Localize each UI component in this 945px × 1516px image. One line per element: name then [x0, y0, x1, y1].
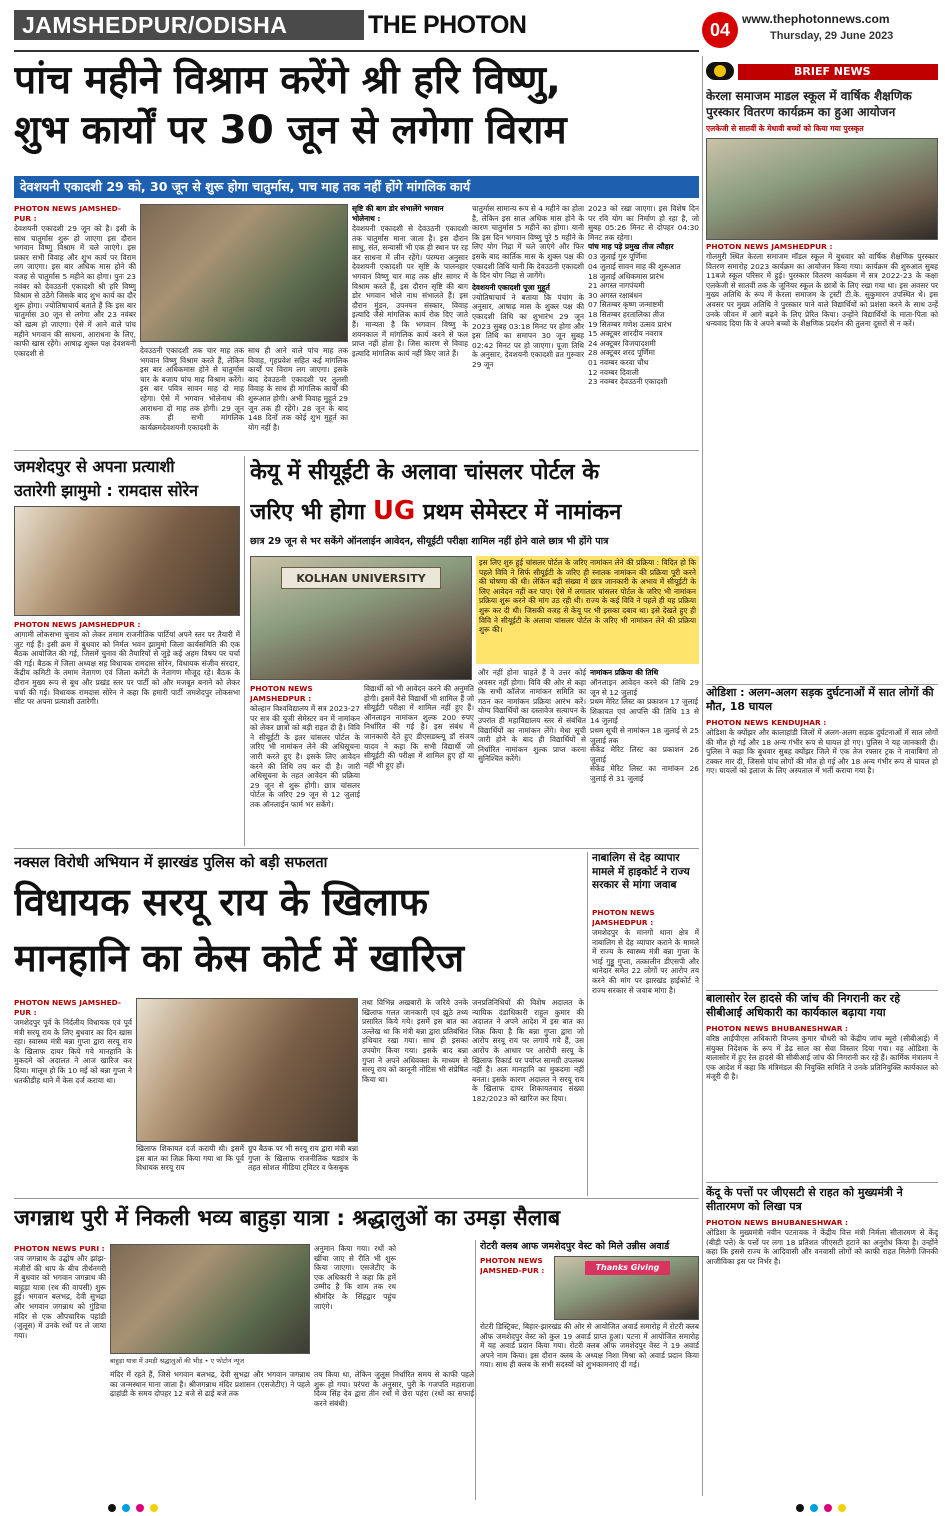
column-divider [587, 852, 588, 1196]
column-divider [475, 1240, 476, 1500]
brief-body-2: ओडिशा के क्योंझर और कालाहांडी जिलों में अलग-अलग सड़क दुर्घटनाओं में सात लोगों की मौत हो गई और 18 अन्य गंभीर रूप से घायल हो गए। पुलिस ने यह जानकारी दी। पुलिस ने कहा कि बुधवार सुबह क्योंझर जिले में एक तेज रफ्तार ट्रक ने नावाबिगां तो टक्कर मार दी, जिससे पांच लोगों की मौत हो गई और 18 अन्य गंभीर रूप से घायल हो गए। घायलों को इलाज के लिए अस्पताल में भर्ती कराया गया है। [706, 728, 938, 776]
puri-photo-caption: बाहुड़ा यात्रा में उमड़ी श्रद्धालुओं की भीड़ • ए फोटोन न्यूज [110, 1357, 245, 1365]
minor-story [592, 908, 699, 1194]
ug-highlight-text: इस लिए शुरु हुई चांसलर पोर्टल के जरिए नामांकन लेने की प्रक्रिया : विदित हो कि पहले विवि ने सिर्फ सीयूईटी के जरिए ही स्नातक नामांकन की प्रक्रिया पूरी करने की घोषणा की थी। लेकिन बड़ी संख्या में छात्र जानकारी के अभाव में सीयूईटी के लिए आवेदन नहीं कर पाए। ऐसे में लगातार चांसलर पोर्टल के जरिए भी नामांकन प्रक्रिया शुरू करने की मांग उठ रही थी। राज्य के कई विवि ने पहले ही यह प्रक्रिया शुरू कर दी थी। जिसकी वजह से केयू पर भी इसका दबाव था। इसे देखते हुए ही विवि ने सीयूईटी के अलावा चांसलर पोर्टल के जरिए भी नामांकन लेने की प्रक्रिया शुरू की। [479, 558, 696, 635]
saryu-col-2 [362, 998, 468, 1194]
minor-body: जमशेदपुर के मानगो थाना क्षेत्र में नाबालिग से देह व्यापार कराने के मामले में राज्य के स्वास्थ्य मंत्री बन्ना गुप्ता के भाई गुड्डू गुप्ता, तत्कालीन डीएसपी और थानेदार समेत 22 लोगों पर आरोप तय करने की मांग पर झारखंड हाईकोर्ट ने राज्य सरकार से जवाब मांगा है। [592, 928, 699, 995]
brief-byline-3: PHOTON NEWS BHUBANESHWAR : [706, 1024, 848, 1033]
registration-dot [838, 1504, 846, 1512]
brief-photo-caption: एलकेजी से सातवीं के मेधावी बच्चों को किया गया पुरस्कृत [706, 124, 864, 133]
registration-dot [796, 1504, 804, 1512]
saryu-headline-2: मानहानि का केस कोर्ट में खारिज [14, 936, 465, 980]
saryu-headline-1: विधायक सरयू राय के खिलाफ [14, 880, 429, 924]
brief-header [706, 62, 938, 82]
rotary-col-1 [480, 1256, 550, 1316]
ug-strap: छात्र 29 जून से भर सकेंगे ऑनलाईन आवेदन, सीयूईटी परीक्षा शामिल नहीं होने वाले छात्र भी होंगे पात्र [250, 536, 609, 547]
brief-byline-2: PHOTON NEWS KENDUJHAR : [706, 718, 827, 727]
brief-byline-4: PHOTON NEWS BHUBANESHWAR : [706, 1218, 848, 1227]
lead-subhead-4: देवशयनी एकादशी पूजा मुहूर्त [472, 282, 550, 292]
campus-sign: KOLHAN UNIVERSITY [281, 567, 441, 589]
lead-body-4b: ज्योतिषाचार्य ने बताया कि पंचांग के अनुसार, आषाढ़ मास के शुक्ल पक्ष की एकादशी तिथि का शुभारंभ 29 जून 2023 सुबह 03:18 मिनट पर होगा और इस तिथि का समापन 30 जून सुबह 02:42 मिनट पर हो जाएगा। पूजा तिथि के अनुसार, देवशयनी एकादशी व्रत गुरुवार 29 जून [472, 292, 584, 369]
festival-item: 18 जुलाई अधिकमास प्रारंभ [588, 271, 664, 281]
ug-date-list [590, 678, 699, 784]
ug-headline-1: केयू में सीयूईटी के अलावा चांसलर पोर्टल के [250, 460, 600, 485]
brief-photo-students [706, 138, 938, 240]
jmm-byline: PHOTON NEWS JAMSHEDPUR : [14, 620, 141, 629]
minor-byline: PHOTON NEWS JAMSHEDPUR : [592, 908, 655, 927]
lead-body-1: देवशयनी एकादशी 29 जून को है। इसी के साथ चातुर्मास शुरू हो जाएगा इस दौरान भगवान विष्णु विश्राम में चले जाएंगे। इस प्रकार सभी विवाह और शुभ कार्य पर विराम लग जाएगा। इस बार अधिक मास होने की वजह से चातुर्मास 5 महीने का होगा। पुनः 23 नवंबर को देवउठनी एकादशी श्री हरि विष्णु विश्राम से उठेंगे जिसके बाद शुभ कार्य का दौर शुरू होगा। ज्योतिषाचार्य बताते हैं कि इस बार चातुर्मास 30 जून से लगेगा और 23 नवंबर को खत्म हो जाएगा। ऐसे में आने वाले पांच महीने भगवान की साधना, आराधना के लिए, काफी खास रहेंगे। आषाढ़ शुक्ल पक्ष देवशयनी एकादशी से [14, 224, 136, 358]
ug-col-3 [478, 668, 586, 844]
rotary-photo-awards [554, 1256, 699, 1320]
brief-body-1: गोलमुरी स्थित केरला समाजम मॉडल स्कूल में बुधवार को वार्षिक शैक्षणिक पुरस्कार वितरण समारोह 2023 कार्यक्रम का आयोजन किया गया। कार्यक्रम की शुरुआत सुबह 11बजे स्कूल परिसर में हुई। पुरस्कार वितरण कार्यक्रम में सत्र 2022-23 के कक्षा एलकेजी से सातवीं तक के जूनियर स्कूल के छात्रों के लिए रखा गया था। इस अवसर पर मुख्य अतिथि के रूप में केरला समाजम के ट्रस्टी टी.के. सुकुमारन उपस्थित थे। इस अवसर पर मुख्य अतिथि ने पुरस्कार पाने वाले विद्यार्थियों को प्रशंसा करने के साथ उन्हें उनके जीवन में आगे बढ़ने के लिए प्रेरित किया। उन्होंने विद्यार्थियों के माता-पिता को धन्यवाद दिया कि वे अपने बच्चों के शैक्षणिक प्रदर्शन की तुलना दूसरों से न करें। [706, 252, 938, 329]
brief-body-4: ओडिशा के मुख्यमंत्री नवीन पटनायक ने केंद्रीय वित्त मंत्री निर्मला सीतारमण से केंदू (बीड़ी पत्ते) के पत्तों पर लगा 18 प्रतिशत जीएसटी हटाने का अनुरोध किया है। उन्होंने कहा कि इससे राज्य के आदिवासी और वनवासी लोगों को काफी राहत मिलेगी जिनकी आजीविका इस पर निर्भर है। [706, 1228, 938, 1266]
brief-headline-1: केरला समाजम माडल स्कूल में वार्षिक शैक्षणिक पुरस्कार वितरण कार्यक्रम का हुआ आयोजन [706, 89, 912, 119]
rotary-story [480, 1322, 699, 1500]
saryu-col-2b [248, 1144, 358, 1194]
lead-col-4 [472, 204, 584, 448]
puri-byline: PHOTON NEWS PURI : [14, 1244, 105, 1253]
column-divider [244, 456, 245, 846]
edition-label: JAMSHEDPUR/ODISHA [14, 10, 364, 40]
rotary-body: रोटरी डिस्ट्रिक्ट, बिहार-झारखंड की ओर से आयोजित अवार्ड समारोह में रोटरी क्लब ऑफ जमशेदपुर वेस्ट को कुल 19 अवार्ड प्राप्त हुआ। पटना में आयोजित समारोह में यह अवार्ड प्रदान किया गया। रोटरी क्लब ऑफ जमशेदपुर वेस्ट ने 19 अवार्ड अपने नाम किया। इस दौरान क्लब के अध्यक्ष निशा मिश्रा को अवार्ड प्रदान किया गया। साथ ही क्लब के सभी सदस्यों को शुभकामनाएं दी गई। [480, 1322, 699, 1370]
divider [14, 848, 699, 849]
website-link[interactable]: www.thephotonnews.com [742, 12, 890, 26]
lead-body-2b: साथ ही आने वाले पांच माह तक विवाह, गृहप्रवेश सहित कई मांगलिक कार्यों पर विराम लग जाएगा। इसके बाद देवउठनी एकादशी पर तुलसी विवाह के साथ ही मांगलिक कार्यों की शुरूआत होगी। अभी विवाह मुहूर्त 29 जून तक ही रहेंगे। 28 जून के बाद 148 दिनों तक कोई शुभ मुहूर्त का योग नहीं है। [248, 346, 348, 432]
ug-highlight-word: UG [372, 496, 416, 526]
brief-logo-icon [706, 62, 734, 80]
jmm-story [14, 620, 240, 844]
festival-item: 30 अगस्त रक्षाबंधन [588, 290, 643, 300]
puri-col-4 [314, 1370, 474, 1500]
divider [706, 1182, 938, 1183]
saryu-col-3 [472, 998, 584, 1194]
ug-byline: PHOTON NEWS JAMSHEDPUR : [250, 684, 313, 703]
lead-subhead-5: पांच माह पड़े प्रमुख तीज त्यौहार [588, 242, 674, 252]
ug-photo-campus [250, 556, 472, 680]
puri-col-2 [110, 1370, 310, 1500]
ug-body-3: और नहीं होना चाहते हैं वे उत्तर कोई अवसर नहीं होगा। विवि की ओर से कहा कि सभी कॉलेज नामांकन समिति का गठन कर नामांकन प्रक्रिया आरंभ करें। योग्य विद्यार्थियों का दस्तावेज सत्यापन के उपरांत ही महाविद्यालय स्तर से संबंधित विद्यार्थियों का नामांकन लेंगे। मेधा सूची जारी होने के बाद ही विद्यार्थियों से निर्धारित नामांकन शुल्क प्राप्त करना सुनिश्चित करेंगे। [478, 668, 586, 764]
lead-headline-1: पांच महीने विश्राम करेंगे श्री हरि विष्णु, [14, 58, 561, 103]
saryu-body-1: जमशेदपुर पूर्व के निर्दलीय विधायक एवं पूर्व मंत्री सरयू राय के लिए बुधवार का दिन खास रहा। स्वास्थ्य मंत्री बन्ना गुप्ता द्वारा सरयू राय के खिलाफ दायर किये गये मानहानि के मुकदमे को अदालत ने आज खारिज कर दिया। मालूम हो कि 10 मई को बन्ना गुप्ता ने धतकीडीह थाने में केस दर्ज कराया था। [14, 1018, 132, 1085]
naxal-kicker: नक्सल विरोधी अभियान में झारखंड पुलिस को बड़ी सफलता [14, 855, 328, 871]
lead-body-5: 2023 को रखा जाएगा। इस विशेष दिन पर रवि योग का निर्माण हो रहा है, जो सुबह 05:26 मिनट से दोपहर 04:30 मिनट तक रहेगा। [588, 204, 699, 242]
ug-headline-2: जरिए भी होगा UG प्रथम सेमेस्टर में नामांकन [250, 496, 622, 526]
festival-item: 07 सितम्बर कृष्ण जन्माष्टमी [588, 300, 664, 310]
registration-dot [824, 1504, 832, 1512]
puri-col-3 [314, 1244, 396, 1354]
rotary-headline: रोटरी क्लब आफ जमशेदपुर वेस्ट को मिले उन्नीस अवार्ड [480, 1241, 670, 1252]
lead-photo-temple-idols [140, 204, 348, 342]
registration-dot [122, 1504, 130, 1512]
lead-col-1 [14, 204, 136, 448]
festival-item: 24 अक्टूबर विजयादशमी [588, 338, 656, 348]
registration-dot [108, 1504, 116, 1512]
festival-item: 04 जुलाई सावन माह की शुरूआत [588, 261, 681, 271]
saryu-body-2b: ग्रुप बैठक पर भी सरयू राय द्वारा मंत्री बन्ना गुप्ता के खिलाफ राजनीतिक षड्यंत्र के तहत सोशल मीडिया ट्विटर व फेसबुक [248, 1144, 358, 1173]
brief-headline-4: केंदू के पत्तों पर जीएसटी से राहत को मुख्यमंत्री ने सीतारमण को लिखा पत्र [706, 1186, 903, 1213]
divider [706, 684, 938, 685]
minor-headline: नाबालिग से देह व्यापार मामले में हाइकोर्ट ने राज्य सरकार से मांगा जवाब [592, 852, 690, 891]
lead-byline: PHOTON NEWS JAMSHED-PUR : [14, 204, 121, 223]
lead-col-3 [352, 204, 468, 448]
registration-dot [136, 1504, 144, 1512]
ug-highlight-box [476, 556, 699, 664]
ug-date-item: सेकेंड मेरिट लिस्ट का प्रकाशन 26 जुलाई [590, 745, 699, 764]
lead-strap: देवशयनी एकादशी 29 को, 30 जून से शुरू होगा चातुर्मास, पाच माह तक नहीं होंगे मांगलिक कार्य [14, 176, 699, 198]
masthead [0, 0, 945, 52]
festival-item: 01 नवम्बर करवा चौथ [588, 357, 649, 367]
page-number-badge: 04 [702, 12, 738, 48]
ug-body-1: कोल्हान विश्वविद्यालय में सत्र 2023-27 पर सत्र की यूजी सेमेस्टर वन में नामांकन को लेकर छात्रों को बड़ी राहत दी है। विवि ने सीयूईटी के इतर चांसलर पोर्टल के जरिए भी नामांकन लेने की अधिसूचना जारी करते हुए है। इसके लिए आवेदन करने की तिथि तय कर दी है। जारी अधिसूचना के तहत आवेदन की प्रक्रिया 29 जून से शुरू होगी। छात्र चांसलर पोर्टल के जरिए 29 जून से 12 जुलाई तक ऑनलाईन फार्म भर सकेंगे। [250, 704, 360, 809]
ug-col-1 [250, 684, 360, 844]
saryu-body-2: तथा विभिन्न अखबारों के जरिये उनके खिलाफ गलत जानकारी एवं झूठे तथ्य प्रसारित किये गये। इसमें इस बात का उल्लेख था कि मंत्री बन्ना द्वारा प्रतिबंधित हथियार रखा गया। साथ ही इसका उपयोग किया गया। इसके बाद बन्ना गुप्ता ने अपने अधिवक्ता के माध्यम से सरयू राय को कानूनी नोटिस भी संप्रेषित किया था। [362, 998, 468, 1084]
paper-logo: THE PHOTON [368, 11, 527, 39]
puri-body-3: अनुमान किया गया। रथों को खींचा जाए से रीति भी शुरू किया जाएगा। एसजेटीए के एक अधिकारी ने कहा कि हमें उम्मीद है कि शाम तक रथ श्रीमंदिर के सिंहद्वार पहुंच जाएंगे। [314, 1244, 396, 1311]
brief-headline-2: ओडिशा : अलग-अलग सड़क दुर्घटनाओं में सात लोगों की मौत, 18 घायल [706, 686, 934, 713]
puri-body-4: तय किया था, लेकिन जुलूस निर्धारित समय से काफी पहले शुरू हो गया। परंपरा के अनुसार, पुरी के गजपति महाराजा दिव्य सिंह देव द्वारा तीन रथों में छेरा पहंरा (रथों का सफाई करने संबंधी) [314, 1370, 474, 1408]
divider [14, 1198, 699, 1199]
rotary-byline: PHOTON NEWS JAMSHED-PUR : [480, 1256, 545, 1275]
saryu-body-3: जनप्रतिनिधियों की विशेष अदालत के न्यायिक दंडाधिकारी राहुल कुमार की अदालत ने अपने आदेश में इस बात का जिक्र किया है कि बन्ना गुप्ता द्वारा जो आरोप सरयू राय पर लगाये गये हैं, उस आरोप के आधार पर आरोपी सरयू के खिलाफ रिकार्ड पर पर्याप्त सामग्री उपलब्ध नहीं है। अतः मानहानि का मुकदमा नहीं बनता। इसके कारण अदालत ने सरयू राय के खिलाफ दायर शिकायतवाद संख्या 182/2023 को खारिज कर दिया। [472, 998, 584, 1103]
ug-body-2: विद्यार्थी को भी आवेदन करने की अनुमति होगी। इसमें वैसे विद्यार्थी भी शामिल हैं जो सीयूईटी परीक्षा में शामिल नहीं हुए हैं। ऑनलाइन नामांकन शुल्क 200 रुपए निर्धारित की गई है। इस संबंध में जानकारी देते हुए डीएसडब्ल्यू डॉ संजय यादव ने कहा कि सभी विद्यार्थी जो सीयूईटी की परीक्षा में शामिल हुए हों या नहीं भी हुए हों। [364, 684, 474, 770]
divider [706, 990, 938, 991]
brief-story-3 [706, 1024, 938, 1182]
ug-col-2 [364, 684, 474, 844]
brief-header-bar: BRIEF NEWS [738, 64, 938, 80]
ug-date-item: ऑनलाइन आवेदन करने की तिथि 29 जून से 12 जुलाई [590, 678, 699, 697]
festival-item: 21 अगस्त नागपंचमी [588, 281, 645, 291]
puri-photo-rath-yatra [110, 1244, 310, 1354]
saryu-col-1b [136, 1144, 244, 1194]
lead-body-3: देवशयनी एकादशी से देवउठनी एकादशी तक चातुर्मास माना जाता है। इस दौरान साधु, संत, सन्यासी भी एक ही स्थान पर रह कर साधना में लीन रहेंगे। परम्परा अनुसार देवशयनी एकादशी पर सृष्टि के पालनहार भगवान विष्णु चार माह तक क्षीर सागर में विश्राम करते हैं, इस दौरान सृष्टि की बाग डोर भगवान भोले नाथ संभालते हैं। इस दौरान मुंडन, उपनयन संस्कार, विवाह इत्यादि जैसे मांगलिक कार्य रोक दिए जाते हैं। मान्यता है कि भगवान विष्णु के शयनकाल में मांगलिक कार्य करने से फल प्राप्त नहीं होता है। जिस कारण से विवाह इत्यादि मांगलिक कार्य नहीं किए जाते हैं। [352, 224, 468, 358]
jmm-photo-meeting [14, 506, 240, 616]
ug-dates-subhead: नामांकन प्रक्रिया की तिथि [590, 668, 659, 677]
lead-headline-2: शुभ कार्यों पर 30 जून से लगेगा विराम [14, 108, 567, 153]
registration-dot [150, 1504, 158, 1512]
brief-story-1 [706, 242, 938, 612]
issue-date: Thursday, 29 June 2023 [770, 30, 894, 42]
brief-byline-1: PHOTON NEWS JAMSHEDPUR : [706, 242, 833, 251]
festival-item: 28 अक्टूबर शरद पूर्णिमा [588, 348, 655, 358]
jmm-headline-1: जमशेदपुर से अपना प्रत्याशी [14, 457, 175, 476]
lead-col-5 [588, 204, 699, 448]
puri-body-2: मंदिर में रहते हैं, जिसे भगवान बलभद्र, देवी सुभद्रा और भगवान जगन्नाथ का जन्मस्थान माना जाता है। श्रीजगन्नाथ मंदिर प्रशासन (एसजेटीए) ने पहले ढ़ाहांडी के समय दोपहर 12 बजे से ढाई बजे तक [110, 1370, 310, 1399]
brief-body-3: वरिष्ठ आईपीएस अधिकारी विप्लव कुमार चौधरी को केंद्रीय जांच ब्यूरो (सीबीआई) में संयुक्त निदेशक के रूप में डेढ़ साल का सेवा विस्तार दिया गया। वह ओडिशा के बालासोर में हुए रेल हादसे की सीबीआई जांच की निगरानी कर रहे हैं। कार्मिक मंत्रालय ने एक आदेश में कहा कि मंत्रिमंडल की नियुक्ति समिति ने उनके प्रतिनियुक्ति कार्यकाल को मंजूरी दी है। [706, 1034, 938, 1082]
lead-col-2b [248, 346, 348, 448]
ug-col-4 [590, 668, 699, 844]
saryu-byline: PHOTON NEWS JAMSHED-PUR : [14, 998, 121, 1017]
jmm-body: आगामी लोकसभा चुनाव को लेकर तमाम राजनीतिक पार्टियां अपने स्तर पर तैयारी में जुट गई हैं। इसी क्रम में बुधवार को निर्मल भवन झामुमो जिला कार्यसमिति की एक बैठक आयोजित की गई, जिसमें चुनाव की तैयारियों से जुड़े कई अहम विषय पर चर्चा की गई। बैठक में जिला अध्यक्ष सह विधायक रामदास सोरेन, विधायक संजीव सरदार, केंद्रीय कमिटी के तमाम नेतागण एवं जिला कमेटी के नेतागण मौजूद रहे। बैठक के दौरान मुख्य रूप से बूथ और प्रखंड स्तर पर पार्टी को और मजबूत बनाने को लेकर चर्चा की गई। विधायक रामदास सोरेन ने कहा कि हमारी पार्टी जमशेदपुर लोकसभा सीट पर अपना प्रत्याशी उतारेगी। [14, 630, 240, 707]
lead-col-2 [140, 346, 244, 448]
lead-body-2: देवउठनी एकादशी तक चार माह तक भगवान विष्णु विश्राम करते हैं, लेकिन इस बार अधिकमास होने से चातुर्मास चार के बजाय पांच माह विश्राम करेंगे। इस बार पवित्र सावन माह दो माह रहेगा। ऐसे में भगवान भोलेनाथ की आराधना दो माह तक होगी। 29 जून तक ही सभी मांगलिक कार्यक्रमदेवशयनी एकादशी के [140, 346, 244, 432]
footer-color-bar [0, 1500, 945, 1516]
brief-story-4 [706, 1218, 938, 1494]
registration-dot [810, 1504, 818, 1512]
ug-date-item: प्रथम सूची से नामांकन 18 जुलाई से 25 जुलाई तक [590, 725, 699, 745]
festival-item: 15 अक्टूबर शारदीय नवरात्र [588, 329, 663, 339]
puri-col-1 [14, 1244, 106, 1500]
brief-headline-3: बालासोर रेल हादसे की जांच की निगरानी कर रहे सीबीआई अधिकारी का कार्यकाल बढ़ाया गया [706, 992, 901, 1019]
festival-item: 18 सितम्बर हरतालिका तीज [588, 309, 665, 319]
festival-list [588, 252, 699, 386]
ug-date-item: शिकायत एवं आपत्ति की तिथि 13 से 14 जुलाई [590, 706, 699, 726]
puri-headline: जगन्नाथ पुरी में निकली भव्य बाहुड़ा यात्रा : श्रद्धालुओं का उमड़ा सैलाब [14, 1206, 561, 1231]
saryu-col-1 [14, 998, 132, 1194]
festival-item: 19 सितम्बर गणेश उत्सव प्रारंभ [588, 319, 672, 329]
divider [14, 450, 699, 451]
ug-date-item: प्रथम मेरिट लिस्ट का प्रकाशन 17 जुलाई [590, 697, 699, 707]
festival-item: 23 नवम्बर देवउठनी एकादशी [588, 377, 668, 387]
masthead-rule [14, 50, 699, 52]
column-divider [702, 56, 703, 1496]
jmm-headline-2: उतारेगी झामुमो : रामदास सोरेन [14, 481, 199, 500]
lead-body-4: चातुर्मास सामान्य रूप से 4 महीने का होता है, लेकिन इस साल अधिक मास होने के कारण चातुर्मास 5 महीने का होगा। यानी कि इस दिन भगवान विष्णु पूरे 5 महीने के लिए योग निद्रा में चले जाएंगे और फिर इसके बाद कार्तिक मास के शुक्ल पक्ष की एकादशी तिथि यानी कि देवउठनी एकादशी के दिन योग निद्रा से जागेंगे। [472, 204, 584, 281]
festival-item: 12 नवम्बर दिवाली [588, 367, 639, 377]
rotary-banner: Thanks Giving [585, 1261, 670, 1275]
lead-subhead-3: सृष्टि की बाग डोर संभालेंगे भगवान भोलेनाथ : [352, 204, 444, 223]
saryu-body-1b: खिलाफ शिकायत दर्ज करायी थी। इसमें इस बात का जिक्र किया गया था कि पूर्व विधायक सरयू राय [136, 1144, 244, 1173]
saryu-photo-lawyers [136, 998, 358, 1142]
ug-date-item: सेकेंड मेरिट लिस्ट का नामांकन 26 जुलाई से 31 जुलाई [590, 764, 699, 783]
puri-body-1: जय जगन्नाथ के उद्घोष और झांझ-मंजीरों की थाप के बीच तीर्थनगरी में बुधवार को भगवान जगन्नाथ की बाहुड़ा यात्रा (रथ की वापसी) शुरू हुई। भगवान बलभद्र, देवी सुभद्रा और भगवान जगन्नाथ को गुंडिचा मंदिर से एक औपचारिक पहांडी (जुलूस) में उनके रथों पर ले जाया गया। [14, 1254, 106, 1340]
festival-item: 03 जुलाई गुरु पूर्णिमा [588, 252, 647, 262]
brief-story-2 [706, 718, 938, 990]
